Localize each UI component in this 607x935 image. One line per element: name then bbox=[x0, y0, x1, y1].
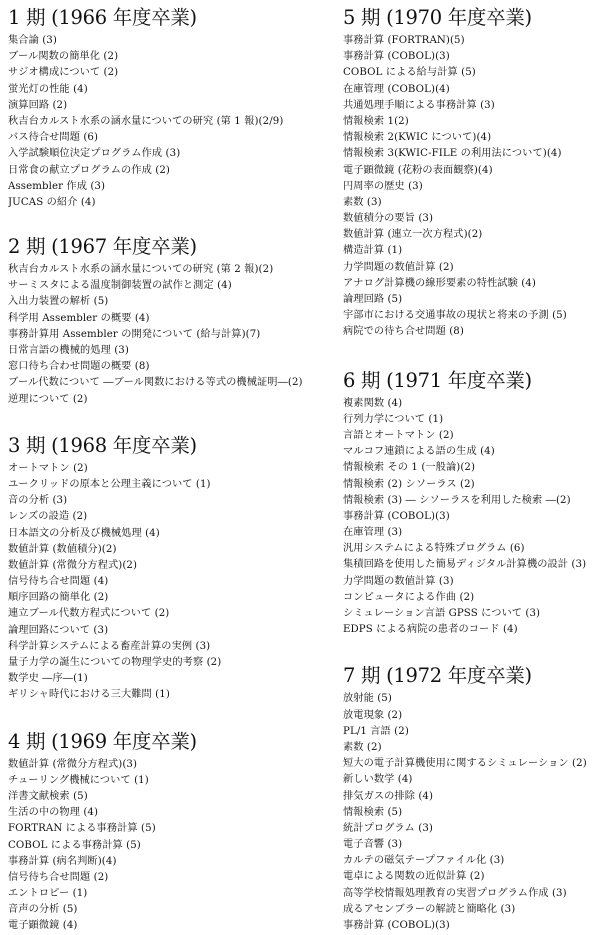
thesis-item: 言語とオートマトン (2) bbox=[343, 429, 454, 441]
thesis-item: 信号待ち合せ問題 (4) bbox=[8, 576, 109, 588]
thesis-item: 論理回路について (3) bbox=[8, 624, 109, 636]
thesis-item: 数値計算 (連立一次方程式)(2) bbox=[343, 229, 483, 241]
thesis-item: 科学計算システムによる畜産計算の実例 (3) bbox=[8, 640, 211, 652]
thesis-item: 日本語文の分析及び機械処理 (4) bbox=[8, 527, 160, 539]
section-title: 4 期 (1969 年度卒業) bbox=[8, 729, 197, 753]
thesis-item: 電子顕微鏡 (4) bbox=[8, 920, 78, 932]
thesis-item: エントロピー (1) bbox=[8, 888, 88, 900]
thesis-item: 在庫管理 (3) bbox=[343, 527, 403, 539]
thesis-item: チューリング機械について (1) bbox=[8, 774, 149, 786]
thesis-item: 短大の電子計算機使用に関するシミュレーション (2) bbox=[343, 758, 587, 770]
thesis-item: Assembler 作成 (3) bbox=[8, 180, 106, 192]
thesis-item: ギリシャ時代における三大難問 (1) bbox=[8, 689, 170, 701]
thesis-item: 洋書文献検索 (5) bbox=[8, 790, 88, 802]
thesis-item: FORTRAN による事務計算 (5) bbox=[8, 823, 156, 835]
thesis-item: 統計プログラム (3) bbox=[343, 822, 433, 834]
left-column bbox=[8, 6, 308, 935]
thesis-item: 電卓による関数の近似計算 (2) bbox=[343, 871, 485, 883]
thesis-item: 放電現象 (2) bbox=[343, 709, 403, 721]
thesis-item: 素数 (3) bbox=[343, 196, 382, 208]
thesis-item: 蛍光灯の性能 (4) bbox=[8, 83, 88, 95]
thesis-item: シミュレーション言語 GPSS について (3) bbox=[343, 608, 541, 619]
thesis-item: 数値計算 (常微分方程式)(3) bbox=[8, 758, 138, 770]
thesis-item: 素数 (2) bbox=[343, 741, 382, 753]
thesis-item: 数値計算 (常微分方程式)(2) bbox=[8, 559, 138, 571]
thesis-item: 力学問題の数値計算 (2) bbox=[343, 261, 454, 273]
thesis-item: レンズの設造 (2) bbox=[8, 511, 88, 523]
thesis-list bbox=[343, 396, 605, 639]
thesis-item: 事務計算 (COBOL)(3) bbox=[343, 510, 450, 522]
thesis-item: ブール関数の簡単化 (2) bbox=[8, 51, 119, 63]
thesis-list bbox=[8, 757, 308, 935]
thesis-item: 電子顕微鏡 (花粉の表面観察)(4) bbox=[343, 164, 493, 176]
thesis-item: 事務計算 (病名判断)(4) bbox=[8, 855, 117, 867]
thesis-item: 情報検索 2(KWIC について)(4) bbox=[343, 132, 492, 144]
thesis-list bbox=[8, 262, 308, 408]
thesis-item: 量子力学の誕生についての物理学史的考察 (2) bbox=[8, 657, 222, 668]
thesis-item: 汎用システムによる特殊プログラム (6) bbox=[343, 543, 525, 555]
section-title: 1 期 (1966 年度卒業) bbox=[8, 6, 197, 29]
thesis-item: 秋吉台カルスト水系の涵水量についての研究 (第 2 報)(2) bbox=[8, 264, 274, 276]
graduation-section bbox=[343, 664, 605, 934]
thesis-item: 日常食の献立プログラムの作成 (2) bbox=[8, 164, 170, 176]
thesis-item: 数学史 ―序―(1) bbox=[8, 673, 88, 685]
thesis-item: 音声の分析 (5) bbox=[8, 904, 78, 916]
thesis-item: 生活の中の物理 (4) bbox=[8, 807, 99, 819]
thesis-item: 共通処理手順による事務計算 (3) bbox=[343, 99, 495, 111]
thesis-item: アナログ計算機の線形要素の特性試験 (4) bbox=[343, 277, 536, 289]
thesis-item: 秋吉台カルスト水系の涵水量についての研究 (第 1 報)(2/9) bbox=[8, 115, 284, 127]
thesis-item: 成るアセンブラーの解読と簡略化 (3) bbox=[343, 903, 516, 915]
thesis-item: コンピュータによる作曲 (2) bbox=[343, 591, 475, 603]
graduation-section bbox=[343, 369, 605, 639]
thesis-item: 構造計算 (1) bbox=[343, 245, 403, 257]
thesis-item: 高等学校情報処理教育の実習プログラム作成 (3) bbox=[343, 887, 567, 899]
thesis-list bbox=[343, 33, 605, 341]
thesis-item: 日常言語の機械的処理 (3) bbox=[8, 345, 129, 356]
thesis-item: 音の分析 (3) bbox=[8, 495, 68, 507]
thesis-item: 在庫管理 (COBOL)(4) bbox=[343, 83, 450, 95]
thesis-item: 事務計算 (FORTRAN)(5) bbox=[343, 35, 465, 46]
thesis-item: 病院での待ち合せ問題 (8) bbox=[343, 326, 464, 338]
thesis-item: 事務計算 (COBOL)(3) bbox=[343, 920, 450, 931]
thesis-item: 排気ガスの排除 (4) bbox=[343, 790, 434, 802]
thesis-item: 力学問題の数値計算 (3) bbox=[343, 575, 454, 587]
thesis-item: 円周率の歴史 (3) bbox=[343, 180, 423, 192]
section-title: 5 期 (1970 年度卒業) bbox=[343, 6, 532, 29]
thesis-item: 信号待ち合せ問題 (2) bbox=[8, 871, 109, 883]
thesis-item: オートマトン (2) bbox=[8, 462, 88, 474]
thesis-item: 電子音響 (3) bbox=[343, 839, 403, 851]
thesis-item: 行列力学について (1) bbox=[343, 413, 444, 425]
thesis-item: 逆理について (2) bbox=[8, 393, 88, 405]
graduation-section bbox=[8, 6, 308, 211]
thesis-item: 連立ブール代数方程式について (2) bbox=[8, 608, 170, 620]
section-title: 6 期 (1971 年度卒業) bbox=[343, 368, 532, 392]
thesis-item: 宇部市における交通事故の現状と将来の予測 (5) bbox=[343, 310, 567, 322]
thesis-list bbox=[8, 33, 308, 211]
thesis-item: 事務計算 (COBOL)(3) bbox=[343, 51, 450, 63]
section-title: 3 期 (1968 年度卒業) bbox=[8, 433, 197, 457]
thesis-item: JUCAS の紹介 (4) bbox=[8, 196, 96, 208]
thesis-item: PL/1 言語 (2) bbox=[343, 725, 409, 737]
graduation-section bbox=[8, 730, 308, 935]
thesis-item: COBOL による給与計算 (5) bbox=[343, 67, 476, 79]
graduation-section bbox=[8, 235, 308, 408]
thesis-item: 科学用 Assembler の概要 (4) bbox=[8, 312, 150, 324]
thesis-item: 情報検索 (2) シソーラス (2) bbox=[343, 478, 475, 490]
thesis-item: バス待合せ問題 (6) bbox=[8, 132, 99, 144]
thesis-item: サーミスタによる温度制御装置の試作と測定 (4) bbox=[8, 280, 232, 292]
thesis-item: 情報検索 (3) ― シソーラスを利用した検索 ―(2) bbox=[343, 494, 571, 506]
thesis-item: 放射能 (5) bbox=[343, 693, 392, 705]
thesis-item: ユークリッドの原本と公理主義について (1) bbox=[8, 478, 211, 490]
graduation-section bbox=[8, 434, 308, 704]
thesis-item: 情報検索 1(2) bbox=[343, 115, 409, 127]
thesis-item: 情報検索 その 1 (一般論)(2) bbox=[343, 462, 476, 474]
thesis-item: 情報検索 3(KWIC-FILE の利用法について)(4) bbox=[343, 148, 562, 160]
thesis-item: 数値計算 (数値積分)(2) bbox=[8, 543, 117, 555]
section-title: 2 期 (1967 年度卒業) bbox=[8, 235, 197, 259]
thesis-item: 順序回路の簡単化 (2) bbox=[8, 592, 109, 604]
thesis-item: 窓口待ち合わせ問題の概要 (8) bbox=[8, 361, 150, 373]
thesis-item: サジオ構成について (2) bbox=[8, 67, 119, 79]
thesis-item: COBOL による事務計算 (5) bbox=[8, 839, 141, 851]
thesis-item: カルテの磁気テープファイル化 (3) bbox=[343, 855, 505, 867]
thesis-list bbox=[343, 691, 605, 934]
thesis-item: 事務計算用 Assembler の開発について (給与計算)(7) bbox=[8, 328, 261, 340]
thesis-item: 演算回路 (2) bbox=[8, 99, 68, 111]
thesis-item: 論理回路 (5) bbox=[343, 294, 403, 305]
thesis-item: 入学試験順位決定プログラム作成 (3) bbox=[8, 148, 181, 160]
thesis-item: 情報検索 (5) bbox=[343, 806, 403, 818]
thesis-item: マルコフ連鎖による語の生成 (4) bbox=[343, 446, 495, 458]
thesis-item: 複素関数 (4) bbox=[343, 397, 403, 409]
thesis-item: 数値積分の要旨 (3) bbox=[343, 213, 434, 225]
thesis-item: 集合論 (3) bbox=[8, 35, 57, 46]
graduation-section bbox=[343, 6, 605, 341]
thesis-item: ブール代数について ―ブール関数における等式の機械証明―(2) bbox=[8, 377, 303, 389]
thesis-item: EDPS による病院の患者のコード (4) bbox=[343, 624, 518, 636]
thesis-item: 集積回路を使用した簡易ディジタル計算機の設計 (3) bbox=[343, 559, 587, 571]
thesis-list bbox=[8, 461, 308, 704]
thesis-item: 入出力装置の解析 (5) bbox=[8, 296, 109, 308]
right-column bbox=[343, 6, 605, 934]
thesis-item: 新しい数学 (4) bbox=[343, 774, 413, 786]
section-title: 7 期 (1972 年度卒業) bbox=[343, 664, 532, 688]
